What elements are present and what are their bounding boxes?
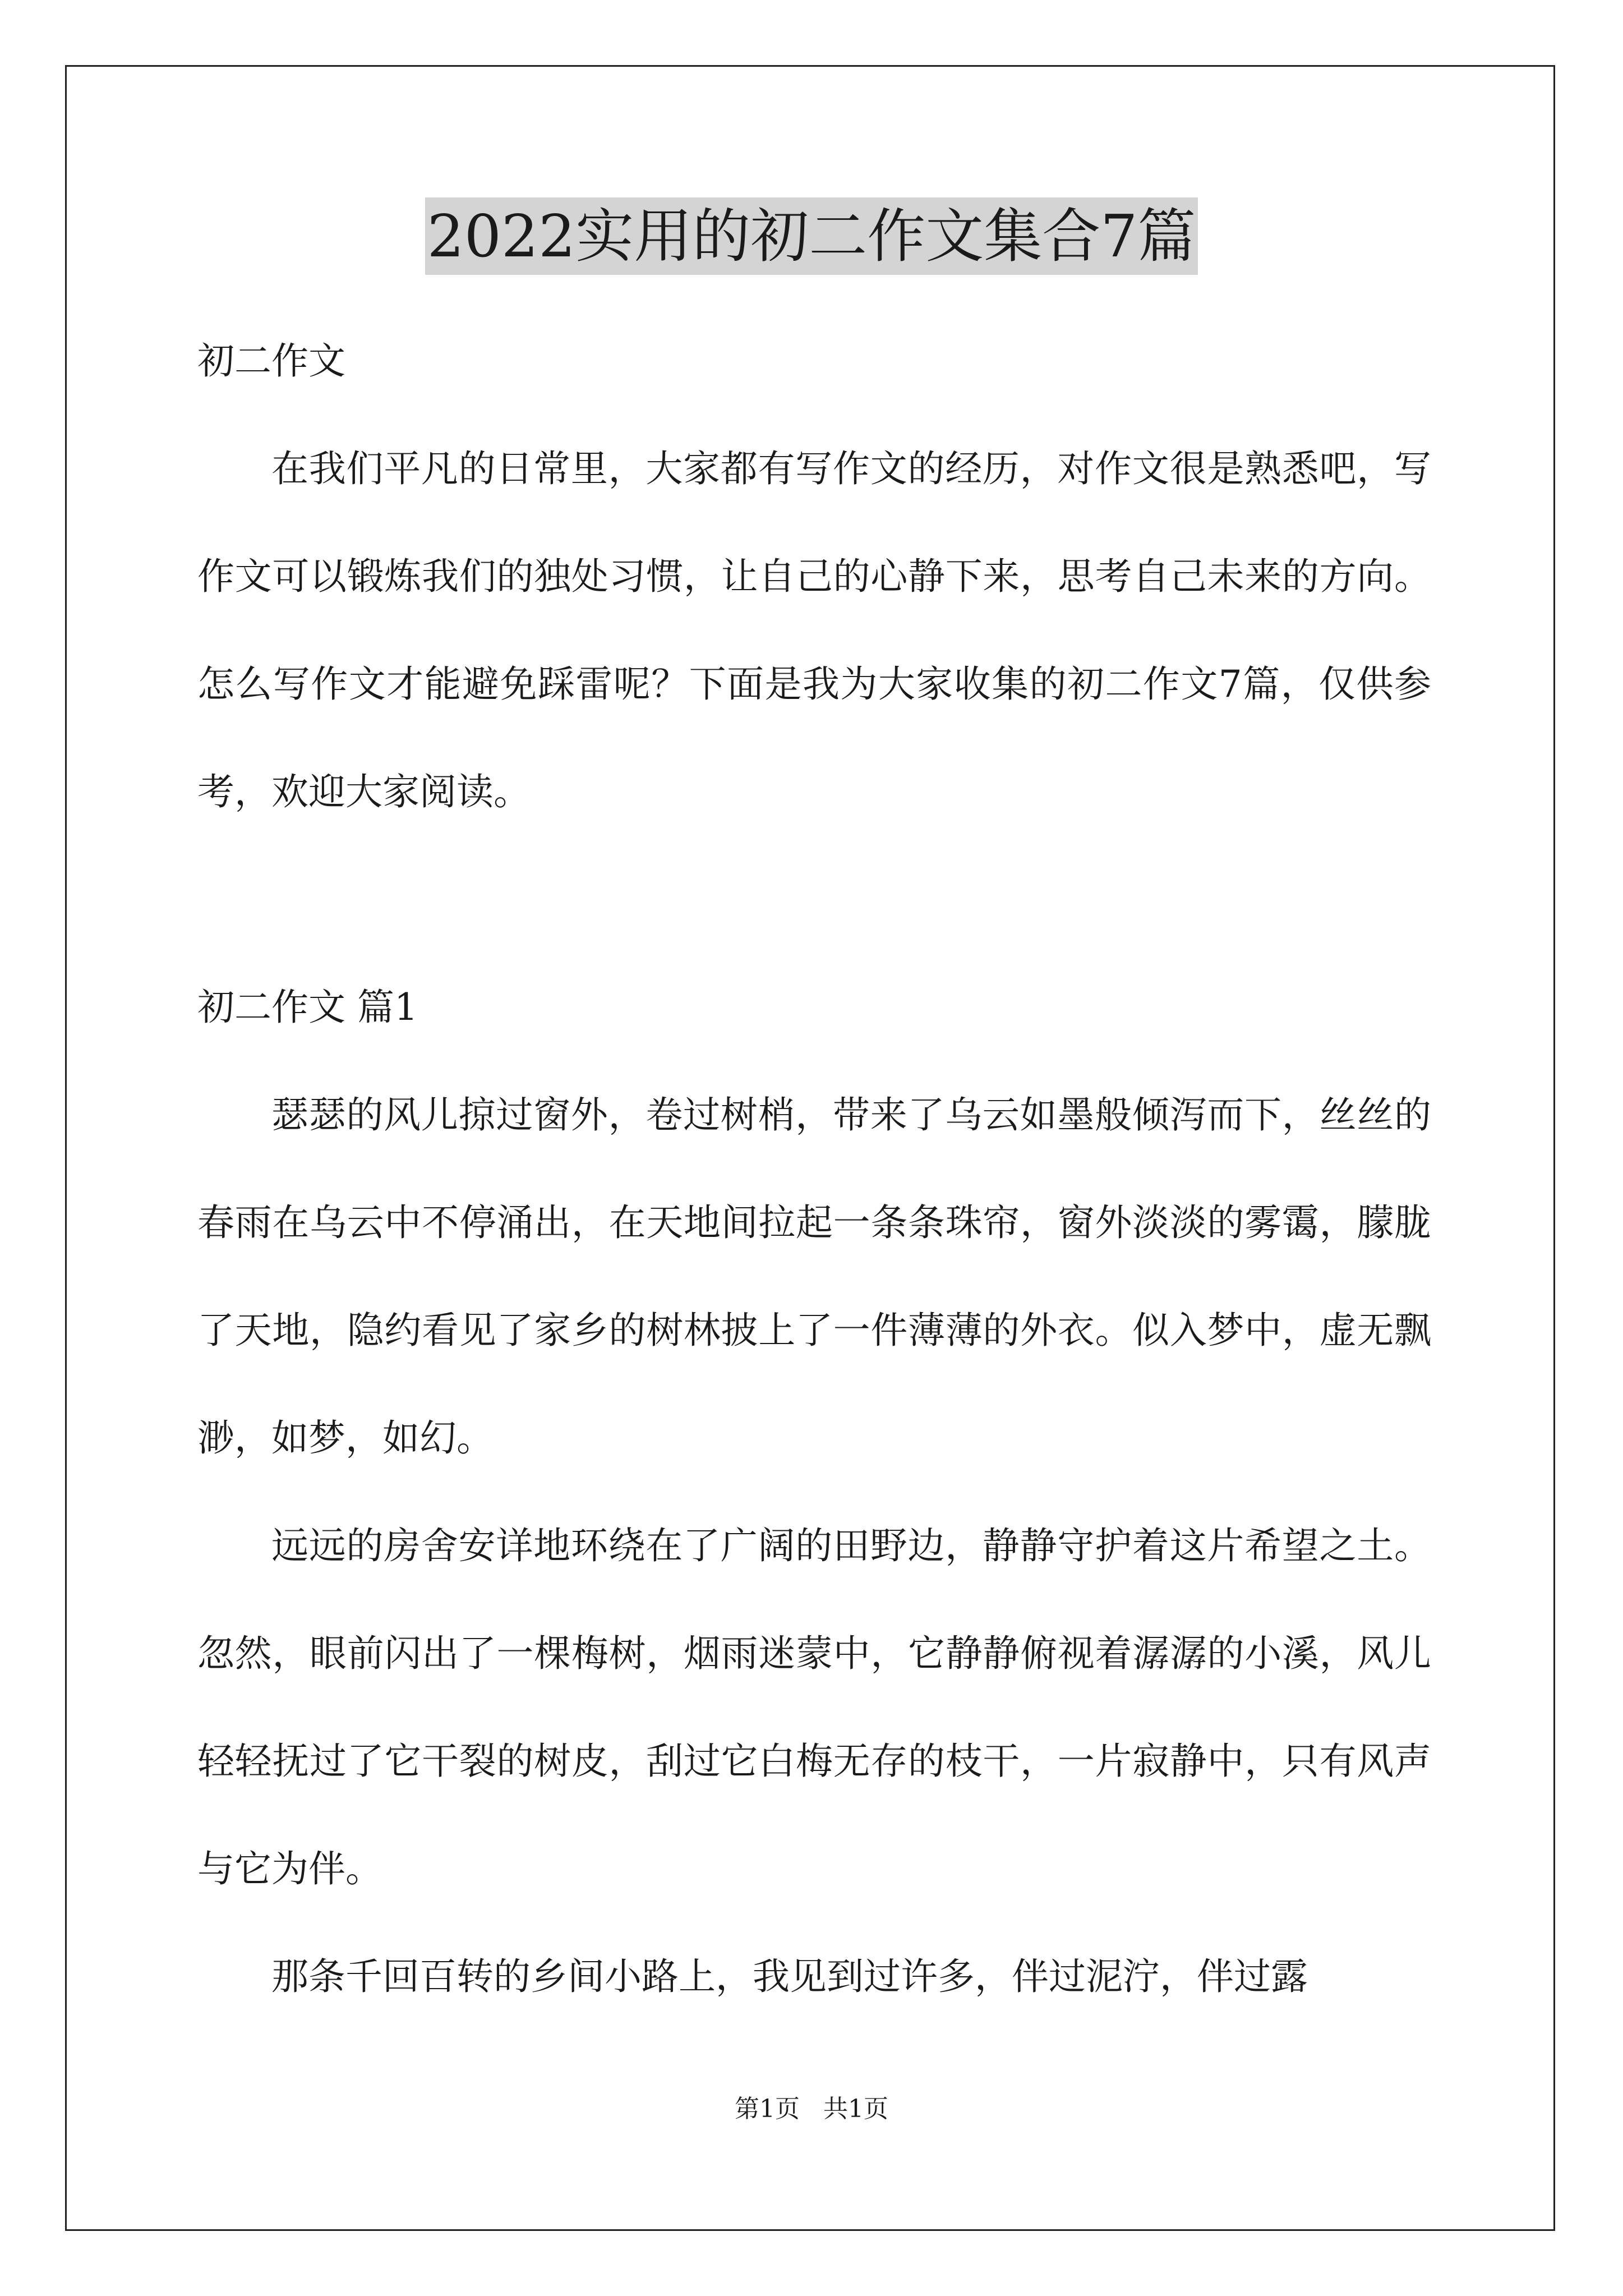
document-body — [197, 307, 1431, 2031]
section1-paragraph: 瑟瑟的风儿掠过窗外，卷过树梢，带来了乌云如墨般倾泻而下，丝丝的春雨在乌云中不停涌出，在天地间拉起一条条珠帘，窗外淡淡的雾霭，朦胧了天地，隐约看见了家乡的树林披上了一件薄薄的外衣。似入梦中，虚无飘渺，如梦，如幻。 — [197, 1093, 1431, 1460]
intro-paragraph: 在我们平凡的日常里，大家都有写作文的经历，对作文很是熟悉吧，写作文可以锻炼我们的独处习惯，让自己的心静下来，思考自己未来的方向。怎么写作文才能避免踩雷呢？下面是我为大家收集的初二作文7篇，仅供参考，欢迎大家阅读。 — [197, 447, 1431, 813]
section1-paragraph: 那条千回百转的乡间小路上，我见到过许多，伴过泥泞，伴过露 — [271, 1955, 1308, 1998]
section-heading-1: 初二作文 篇1 — [197, 986, 418, 1029]
section1-paragraph: 远远的房舍安详地环绕在了广阔的田野边，静静守护着这片希望之土。忽然，眼前闪出了一棵梅树，烟雨迷蒙中，它静静俯视着潺潺的小溪，风儿轻轻抚过了它干裂的树皮，刮过它白梅无存的枝干，一片寂静中，只有风声与它为伴。 — [197, 1524, 1431, 1890]
page-footer: 第1页 共1页 — [735, 2095, 888, 2123]
section-spacer — [197, 846, 1431, 954]
title-container — [0, 197, 1623, 275]
document-title: 2022实用的初二作文集合7篇 — [425, 197, 1198, 275]
intro-heading: 初二作文 — [197, 339, 345, 383]
